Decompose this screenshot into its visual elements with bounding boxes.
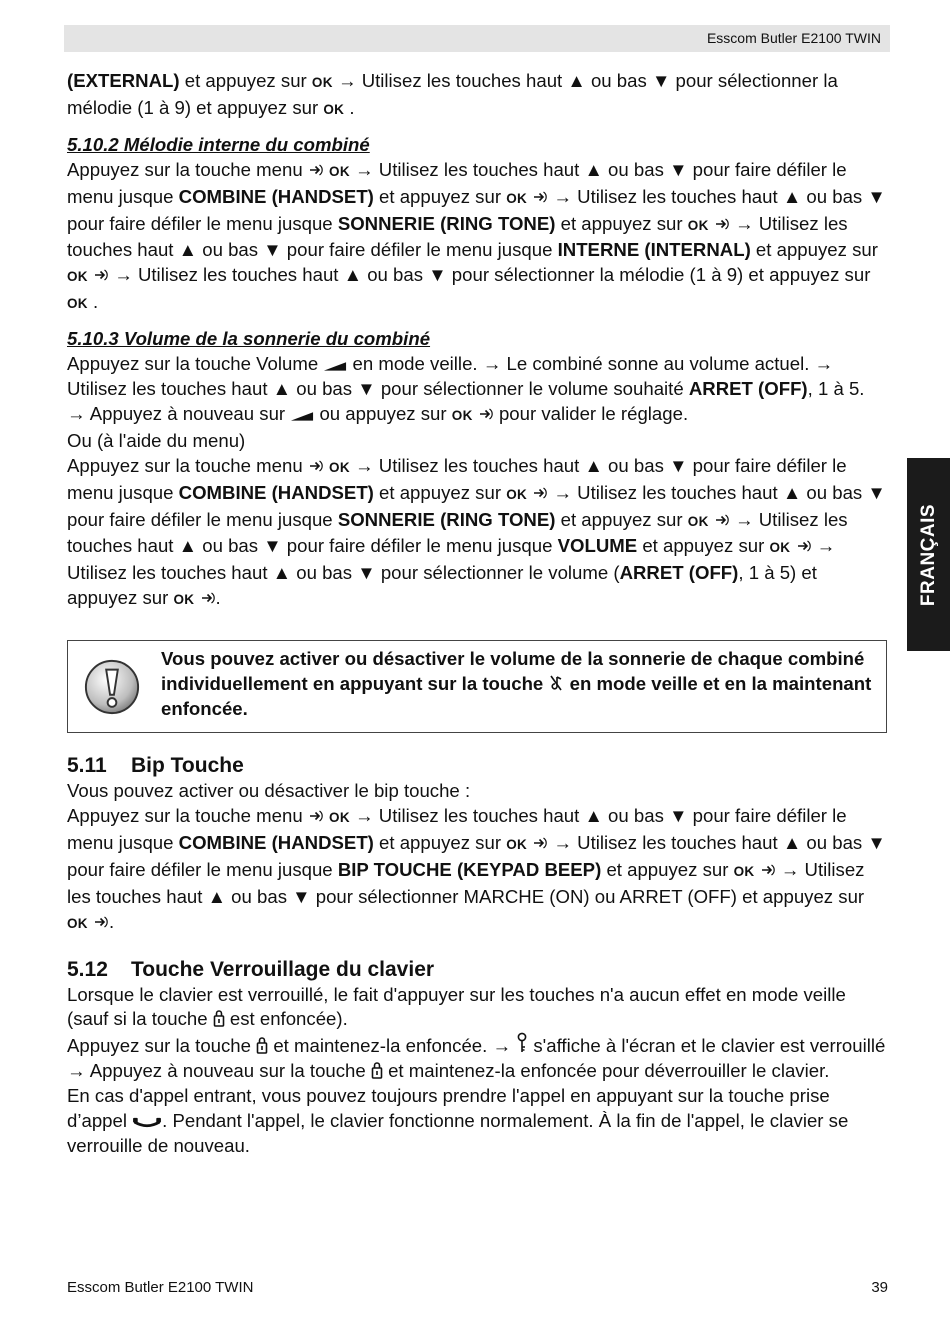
text-run: En cas d'appel entrant, vous pouvez toujours prendre l'appel en appuyant sur la touche prise d’appel	[67, 1085, 830, 1132]
text-run: Utilisez les touches haut	[67, 858, 865, 907]
key-lock-display-icon	[516, 1032, 528, 1054]
menu-icon	[714, 216, 730, 232]
ok-key-label: OK	[506, 190, 528, 206]
text-run: . Pendant l'appel, le clavier fonctionne normalement. À la fin de l'appel, le clavier se verrouille de nouveau.	[67, 1110, 849, 1156]
arrow-icon: →	[67, 402, 86, 424]
text-run: .	[344, 96, 355, 118]
arrow-icon: →	[482, 353, 502, 375]
text-run: pour sélectionner le volume (	[375, 562, 620, 584]
section-heading-5-12	[67, 957, 887, 983]
page-content	[67, 69, 887, 1159]
text-run: Le combiné sonne au volume actuel.	[501, 353, 815, 375]
arrow-icon: →	[337, 70, 357, 91]
text-run: et appuyez sur	[601, 858, 734, 880]
term-bip-touche: BIP TOUCHE (KEYPAD BEEP)	[337, 858, 602, 880]
text-run: pour valider le réglage.	[493, 402, 689, 424]
paragraph-alternative: Ou (à l'aide du menu)	[67, 429, 246, 451]
ok-key-label: OK	[451, 407, 473, 423]
text-run: Utilisez les touches haut	[373, 158, 585, 180]
up-arrow-icon: ▲	[782, 185, 802, 207]
down-arrow-icon: ▼	[867, 185, 886, 207]
text-run: pour faire défiler le menu jusque	[281, 535, 558, 557]
text-run: s'affiche à l'écran et le clavier est verrouillé	[528, 1035, 886, 1057]
text-run: pour sélectionner le volume souhaité	[375, 377, 689, 399]
text-run: Utilisez les touches haut	[571, 481, 783, 503]
phone-pickup-icon	[132, 1116, 162, 1129]
text-run: ou bas	[291, 377, 358, 399]
text-run: Utilisez les touches haut	[67, 508, 848, 557]
section-heading-5-10-3: 5.10.3 Volume de la sonnerie du combiné	[67, 328, 431, 350]
text-run: Appuyez sur la touche Volume	[67, 353, 324, 375]
text-run: et appuyez sur	[179, 70, 312, 91]
ringer-mute-icon	[548, 674, 564, 692]
term-arret: ARRET (OFF)	[688, 377, 808, 399]
arrow-icon: →	[814, 353, 834, 375]
text-run: pour faire défiler le menu jusque	[67, 454, 847, 503]
arrow-icon: →	[734, 508, 754, 530]
text-run: et appuyez sur	[750, 239, 878, 261]
text-run: ou bas	[602, 158, 670, 180]
paragraph-external	[67, 69, 887, 123]
text-run: Utilisez les touches haut	[132, 264, 344, 286]
text-run: Utilisez les touches haut	[373, 805, 585, 827]
ok-key-label: OK	[506, 486, 528, 502]
up-arrow-icon: ▲	[272, 562, 292, 584]
up-arrow-icon: ▲	[207, 885, 226, 907]
text-run: Appuyez à nouveau sur la touche	[85, 1060, 371, 1082]
text-run: Utilisez les touches haut	[356, 70, 568, 91]
paragraph-5-12-b	[67, 1032, 887, 1084]
text-run: ou bas	[801, 831, 868, 853]
paragraph-5-12-a	[67, 983, 887, 1033]
ok-key-label: OK	[687, 217, 709, 233]
text-run: ou bas	[585, 70, 652, 91]
text-run: pour sélectionner MARCHE (ON) ou ARRET (OFF) et appuyez sur	[310, 885, 865, 907]
term-sonnerie: SONNERIE (RING TONE)	[337, 508, 556, 530]
ok-key-label: OK	[769, 540, 791, 556]
paragraph-5-12-c	[67, 1084, 887, 1159]
up-arrow-icon: ▲	[567, 70, 586, 91]
menu-icon	[796, 538, 812, 554]
text-run: et appuyez sur	[637, 535, 770, 557]
ok-key-label: OK	[329, 459, 350, 475]
up-arrow-icon: ▲	[584, 805, 603, 827]
menu-icon	[532, 189, 548, 205]
note-text	[161, 647, 874, 722]
ok-key-label: OK	[506, 836, 528, 852]
lock-key-icon	[371, 1061, 383, 1079]
ok-key-label: OK	[173, 592, 195, 608]
text-run: .	[215, 587, 221, 609]
ok-key-label: OK	[67, 915, 88, 931]
arrow-icon: →	[553, 481, 572, 503]
down-arrow-icon: ▼	[357, 562, 376, 584]
section-number: 5.12	[67, 957, 108, 981]
arrow-icon: →	[114, 264, 133, 286]
ok-key-label: OK	[733, 863, 755, 879]
language-tab-label: FRANÇAIS	[917, 503, 939, 606]
arrow-icon: →	[67, 1060, 86, 1082]
text-run: ou bas	[197, 535, 264, 557]
section-number: 5.11	[67, 754, 107, 778]
text-run: ou bas	[801, 185, 868, 207]
term-interne: INTERNE (INTERNAL)	[557, 239, 751, 261]
down-arrow-icon: ▼	[292, 885, 311, 907]
down-arrow-icon: ▼	[669, 805, 688, 827]
text-run: est enfoncée).	[224, 1008, 348, 1030]
text-run: ou appuyez sur	[314, 402, 452, 424]
ok-key-label: OK	[687, 513, 709, 529]
down-arrow-icon: ▼	[357, 377, 376, 399]
text-run: pour faire défiler le menu jusque	[67, 805, 847, 853]
menu-icon	[308, 458, 324, 474]
down-arrow-icon: ▼	[867, 831, 886, 853]
text-run: , 1 à 5) et appuyez sur	[67, 562, 817, 609]
text-run: ou bas	[291, 562, 358, 584]
text-run: et appuyez sur	[373, 831, 507, 853]
menu-icon	[478, 406, 494, 422]
text-run: Appuyez sur la touche	[67, 1035, 257, 1057]
menu-icon	[93, 267, 109, 283]
arrow-icon: →	[734, 212, 754, 234]
down-arrow-icon: ▼	[651, 70, 671, 91]
volume-key-icon	[290, 410, 314, 422]
text-run: en mode veille.	[347, 353, 483, 375]
header-title: Esscom Butler E2100 TWIN	[706, 30, 881, 46]
up-arrow-icon: ▲	[178, 535, 198, 557]
page-header	[64, 25, 890, 52]
term-volume: VOLUME	[557, 535, 638, 557]
text-run: ou bas	[362, 264, 429, 286]
text-run: pour faire défiler le menu jusque	[67, 158, 847, 207]
exclamation-warning-icon	[83, 658, 141, 716]
up-arrow-icon: ▲	[782, 831, 802, 853]
section-title: Bip Touche	[131, 754, 244, 778]
text-run: Vous pouvez activer ou désactiver le volume de la sonnerie de chaque combiné individuellement en appuyant sur la touche	[161, 648, 865, 695]
paragraph-5-10-3	[67, 352, 887, 429]
menu-icon	[308, 808, 324, 824]
text-run: .	[109, 910, 115, 932]
text-run: et appuyez sur	[373, 481, 507, 503]
text-run: Lorsque le clavier est verrouillé, le fait d'appuyer sur les touches n'a aucun effet en mode veille (sauf si la touche	[67, 983, 846, 1030]
menu-icon	[760, 862, 776, 878]
note-box	[67, 640, 887, 733]
lock-key-icon	[213, 1009, 225, 1027]
ok-key-label: OK	[323, 101, 345, 117]
arrow-icon: →	[355, 454, 374, 476]
text-run: pour faire défiler le menu jusque	[281, 239, 558, 261]
text-run: Utilisez les touches haut	[67, 212, 848, 261]
paragraph-5-10-2	[67, 158, 887, 317]
paragraph-5-10-3-menu	[67, 454, 887, 613]
up-arrow-icon: ▲	[584, 454, 603, 476]
down-arrow-icon: ▼	[669, 454, 688, 476]
up-arrow-icon: ▲	[782, 481, 802, 503]
ok-key-label: OK	[329, 163, 350, 179]
menu-icon	[200, 590, 216, 606]
text-run: pour faire défiler le menu jusque	[67, 212, 338, 234]
text-run: ou bas	[602, 805, 670, 827]
text-run: Utilisez les touches haut	[67, 562, 273, 584]
text-run: ou bas	[197, 239, 264, 261]
text-run: et maintenez-la enfoncée.	[268, 1035, 493, 1057]
section-title: Touche Verrouillage du clavier	[131, 957, 435, 981]
text-run: ou bas	[226, 885, 293, 907]
up-arrow-icon: ▲	[584, 158, 603, 180]
ok-key-label: OK	[311, 75, 333, 90]
up-arrow-icon: ▲	[343, 264, 363, 286]
text-run: Appuyez sur la touche menu	[67, 805, 308, 827]
menu-icon	[532, 485, 548, 501]
ok-key-label: OK	[329, 810, 350, 826]
text-run: pour faire défiler le menu jusque	[67, 858, 338, 880]
down-arrow-icon: ▼	[263, 535, 282, 557]
text-run: Utilisez les touches haut	[571, 185, 783, 207]
footer-title: Esscom Butler E2100 TWIN	[67, 1279, 254, 1296]
arrow-icon: →	[816, 535, 836, 557]
text-run: pour faire défiler le menu jusque	[67, 508, 338, 530]
text-run: ou bas	[602, 454, 670, 476]
arrow-icon: →	[355, 158, 374, 180]
up-arrow-icon: ▲	[178, 239, 198, 261]
term-combine: COMBINE (HANDSET)	[178, 831, 374, 853]
text-run: et appuyez sur	[373, 185, 507, 207]
language-tab	[907, 458, 950, 651]
down-arrow-icon: ▼	[867, 481, 886, 503]
term-arret: ARRET (OFF)	[619, 562, 739, 584]
arrow-icon: →	[355, 805, 374, 827]
menu-icon	[714, 512, 730, 528]
lock-key-icon	[256, 1036, 268, 1054]
text-run: Utilisez les touches haut	[67, 377, 273, 399]
text-run: .	[87, 291, 99, 313]
text-run: et appuyez sur	[555, 212, 688, 234]
volume-key-icon	[323, 360, 347, 372]
down-arrow-icon: ▼	[428, 264, 447, 286]
section-heading-5-10-2: 5.10.2 Mélodie interne du combiné	[67, 133, 370, 155]
section-heading-5-11	[67, 753, 887, 779]
text-run: en mode veille et en la maintenant enfoncée.	[161, 673, 872, 719]
text-run: et maintenez-la enfoncée pour déverrouiller le clavier.	[382, 1060, 830, 1082]
arrow-icon: →	[492, 1035, 512, 1057]
arrow-icon: →	[553, 831, 572, 853]
text-run: Utilisez les touches haut	[571, 831, 783, 853]
text-run: pour sélectionner la mélodie (1 à 9) et appuyez sur	[446, 264, 871, 286]
text-run: Appuyez sur la touche menu	[67, 454, 308, 476]
arrow-icon: →	[780, 858, 800, 880]
ok-key-label: OK	[67, 269, 88, 285]
text-run: et appuyez sur	[555, 508, 688, 530]
down-arrow-icon: ▼	[263, 239, 282, 261]
down-arrow-icon: ▼	[669, 158, 688, 180]
paragraph-5-11	[67, 804, 887, 937]
term-sonnerie: SONNERIE (RING TONE)	[337, 212, 556, 234]
text-run: , 1 à 5.	[807, 377, 865, 399]
arrow-icon: →	[553, 185, 572, 207]
term-combine: COMBINE (HANDSET)	[178, 185, 374, 207]
text-run: Appuyez à nouveau sur	[85, 402, 291, 424]
up-arrow-icon: ▲	[272, 377, 292, 399]
text-run: Appuyez sur la touche menu	[67, 158, 308, 180]
menu-icon	[93, 914, 109, 930]
text-run: ou bas	[801, 481, 868, 503]
paragraph-5-11-intro: Vous pouvez activer ou désactiver le bip touche :	[67, 780, 471, 802]
text-run: Utilisez les touches haut	[373, 454, 585, 476]
page-number: 39	[871, 1279, 888, 1296]
term-combine: COMBINE (HANDSET)	[178, 481, 374, 503]
menu-icon	[532, 835, 548, 851]
term-external: (EXTERNAL)	[67, 70, 180, 91]
menu-icon	[308, 162, 324, 178]
text-run: pour sélectionner la mélodie (1 à 9) et appuyez sur	[67, 70, 838, 118]
ok-key-label: OK	[67, 296, 88, 312]
